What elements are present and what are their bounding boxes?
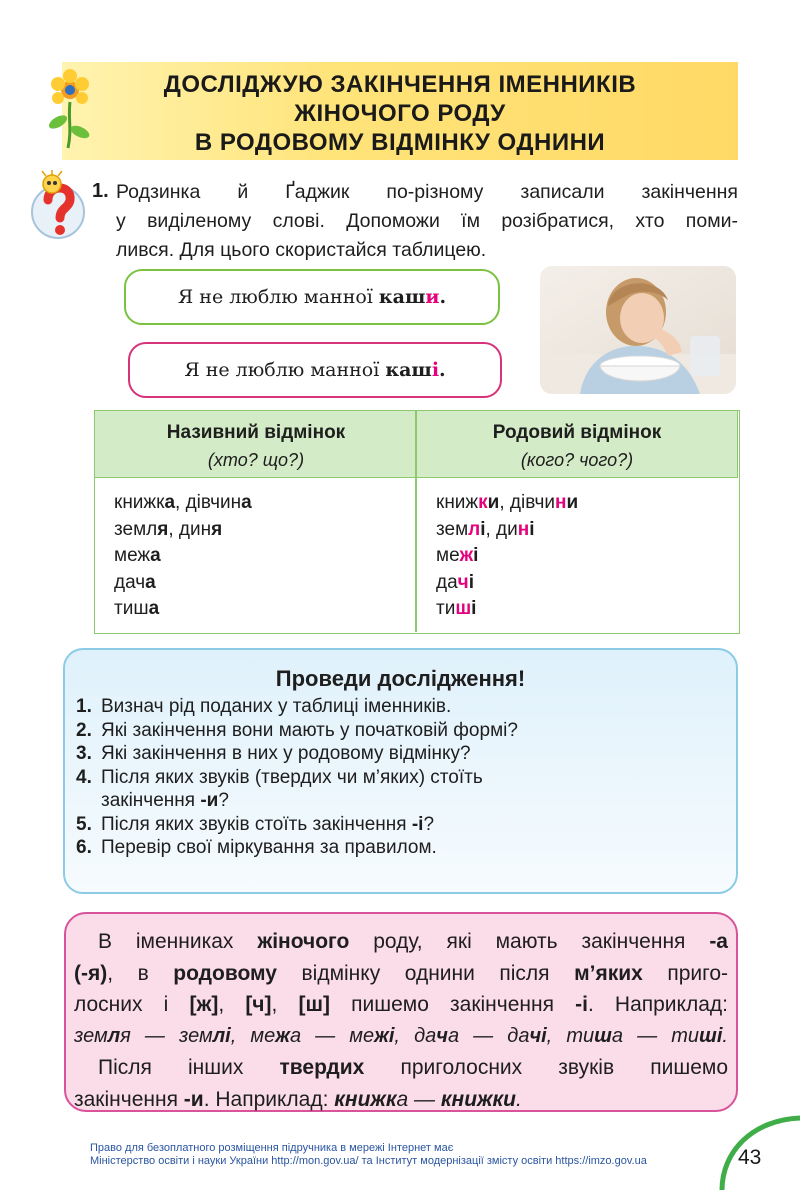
title-line: В РОДОВОМУ ВІДМІНКУ ОДНИНИ (194, 129, 606, 156)
item-bold: -и (200, 790, 219, 811)
word-consonant: н (554, 492, 567, 513)
example-text: — (623, 1024, 672, 1047)
table-row (114, 490, 252, 517)
task-number: 1. (92, 180, 109, 202)
example-highlight: ші (699, 1024, 723, 1047)
example-text: — (459, 1024, 508, 1047)
item-text: ? (423, 813, 435, 835)
list-item (76, 719, 726, 743)
rule-example (334, 1088, 522, 1111)
table-row (114, 543, 252, 570)
word-ending: а (164, 492, 176, 513)
item-bold: -і (411, 813, 424, 835)
word-part: книжк (114, 492, 165, 513)
word-part: меж (114, 545, 151, 566)
list-item (76, 813, 726, 837)
example-text: ти (671, 1024, 700, 1047)
word-ending: я (157, 518, 169, 540)
word-consonant: ч (457, 571, 469, 593)
example-highlight: книжк (334, 1087, 397, 1111)
item-number: 4. (76, 766, 92, 788)
example-text: а (611, 1024, 624, 1047)
footer-line: Право для безоплатного розміщення підручника в мережі Інтернет має (90, 1142, 454, 1154)
word-consonant: ш (455, 598, 472, 619)
page-number: 43 (738, 1146, 762, 1169)
example-text: ти (566, 1024, 595, 1047)
word-consonant: н (517, 518, 530, 540)
word-ending: и (487, 492, 500, 513)
column-subheader-nominative: (хто? що?) (207, 450, 305, 470)
question-mascot-icon (30, 170, 86, 242)
example-highlight: ш (594, 1024, 612, 1047)
word-ending: і (473, 545, 479, 566)
word-ending: я (211, 518, 223, 540)
nominative-column (114, 490, 252, 623)
rule-text (74, 926, 728, 1115)
task-text (116, 178, 738, 265)
page-title (62, 70, 738, 157)
example-text: да (414, 1024, 437, 1047)
title-line: ЖІНОЧОГО РОДУ (294, 100, 506, 127)
example-text: — (301, 1024, 350, 1047)
word-ending: а (145, 571, 156, 593)
list-item (76, 742, 726, 766)
rule-line: закінчення -и. Наприклад: книжка — книжки. (74, 1087, 522, 1111)
word-consonant: к (478, 492, 488, 513)
task-line: у виділеному слові. Допоможи їм розібратися, хто поми- (116, 210, 738, 232)
word-ending: і (529, 518, 535, 540)
bubble-word: каш (378, 286, 426, 308)
example-text: ме (250, 1024, 276, 1047)
example-text: — (130, 1024, 180, 1047)
item-text: ? (218, 790, 229, 811)
example-highlight: лі (212, 1024, 231, 1047)
word-ending: а (148, 598, 160, 619)
genitive-column (436, 490, 578, 623)
table-row (436, 490, 578, 517)
bubble-text: Я не люблю манної (184, 359, 386, 381)
bubble-ending: и (425, 286, 440, 308)
word-part: зем (436, 518, 469, 540)
item-text: закінчення (101, 790, 201, 811)
item-number: 1. (76, 696, 92, 717)
example-text: да (507, 1024, 530, 1047)
example-text: . (515, 1087, 522, 1111)
column-header-nominative: Називний відмінок (166, 422, 346, 443)
list-item (76, 836, 726, 860)
bubble-dot: . (439, 286, 447, 308)
word-part: земл (114, 518, 158, 540)
word-part: , ди (485, 518, 518, 540)
item-text: Перевір свої міркування за правилом. (101, 837, 437, 858)
bubble-word: каш (385, 359, 432, 381)
word-part: книж (436, 492, 479, 513)
item-text: Які закінчення вони мають у початковій формі? (101, 719, 518, 741)
example-text: , (394, 1024, 415, 1047)
table-row (436, 517, 578, 544)
table-row (114, 570, 252, 597)
example-highlight: чі (529, 1024, 547, 1047)
footer-note (90, 1142, 647, 1168)
research-title: Проведи дослідження! (275, 666, 526, 691)
example-text: , (230, 1024, 251, 1047)
example-text: зем (74, 1024, 108, 1047)
example-text: . (722, 1024, 728, 1047)
example-highlight: жі (374, 1024, 395, 1047)
word-part: ме (436, 545, 460, 566)
table-row (114, 517, 252, 544)
example-text: зем (179, 1024, 213, 1047)
item-text: Після яких звуків стоїть закінчення (101, 813, 412, 835)
rule-line: В іменниках жіночого роду, які мають закінчення -а (98, 930, 728, 953)
item-text: Після яких звуків (твердих чи м’яких) стоїть (101, 766, 483, 788)
list-item (76, 766, 726, 790)
table-row (114, 596, 252, 623)
bubble-text: Я не люблю манної (177, 286, 379, 308)
word-part: , дівчи (499, 492, 555, 513)
rule-line: Після інших твердих приголосних звуків пишемо (98, 1056, 728, 1079)
footer-line: Міністерство освіти і науки України http://mon.gov.ua/ та Інститут модернізації змісту освіти https://imzo.gov.ua (90, 1155, 647, 1167)
word-part: , дин (168, 518, 212, 540)
table-row (436, 596, 578, 623)
word-ending: і (471, 598, 477, 619)
example-text: а (447, 1024, 460, 1047)
word-ending: и (566, 492, 579, 513)
rule-line: (-я), в родовому відмінку однини після м’яких приго- (74, 961, 728, 985)
word-consonant: ж (459, 545, 474, 566)
word-part: ти (436, 598, 456, 619)
example-highlight: ж (275, 1024, 290, 1047)
speech-bubble-green (124, 269, 500, 325)
word-ending: і (468, 571, 474, 593)
speech-bubble-pink (128, 342, 502, 398)
girl-with-porridge-photo (540, 266, 736, 394)
word-part: да (436, 571, 458, 593)
word-part: , дівчин (175, 492, 242, 513)
table-row (436, 543, 578, 570)
column-subheader-genitive: (кого? чого?) (520, 450, 634, 470)
example-text: — (408, 1087, 441, 1111)
example-highlight: ч (436, 1024, 448, 1047)
bubble-dot: . (439, 359, 446, 381)
task-line: лився. Для цього скористайся таблицею. (116, 239, 487, 261)
rule-line: лосних і [ж], [ч], [ш] пишемо закінчення -і. Наприклад: (74, 993, 728, 1016)
title-line: ДОСЛІДЖУЮ ЗАКІНЧЕННЯ ІМЕННИКІВ (163, 71, 637, 98)
example-highlight: л (107, 1024, 121, 1047)
item-number: 5. (76, 813, 92, 835)
word-part: тиш (114, 598, 149, 619)
word-ending: а (241, 492, 252, 513)
word-ending: і (480, 518, 486, 540)
item-text: Які закінчення в них у родовому відмінку? (101, 743, 471, 764)
word-part: дач (114, 571, 146, 593)
example-highlight: книжки (440, 1087, 516, 1111)
task-line: Родзинка й Ґаджик по-різному записали закінчення (116, 181, 738, 203)
example-text: а (396, 1087, 409, 1111)
column-header-genitive: Родовий відмінок (492, 422, 662, 443)
example-text: ме (349, 1024, 375, 1047)
item-number: 6. (76, 837, 92, 858)
example-text: , (546, 1024, 567, 1047)
bubble-ending: і (431, 359, 440, 381)
example-text: а (289, 1024, 302, 1047)
word-ending: а (150, 545, 161, 566)
rule-examples-line (74, 1021, 728, 1053)
list-item (76, 789, 726, 813)
item-number: 3. (76, 743, 92, 764)
word-consonant: л (468, 518, 481, 540)
item-text: Визнач рід поданих у таблиці іменників. (101, 696, 452, 717)
example-text: я (120, 1024, 131, 1047)
list-item (76, 695, 726, 719)
research-list (76, 695, 726, 860)
table-row (436, 570, 578, 597)
item-number: 2. (76, 719, 92, 741)
